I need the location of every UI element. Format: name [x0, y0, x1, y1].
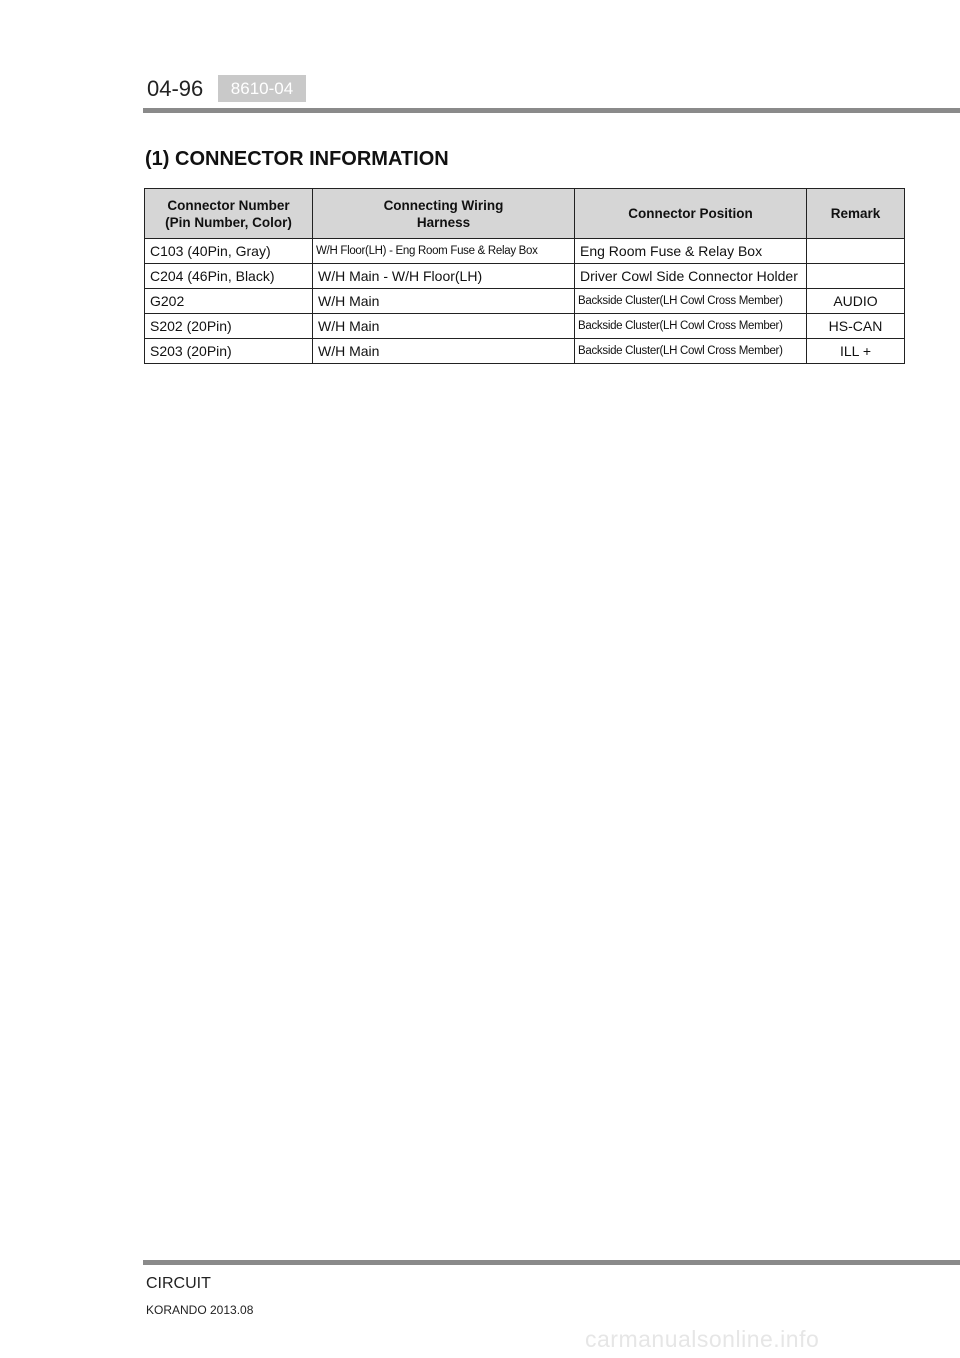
- header-wiring-harness-line1: Connecting Wiring: [383, 197, 504, 213]
- table-row: [145, 289, 905, 314]
- cell-remark: HS-CAN: [807, 314, 905, 339]
- cell-harness: W/H Floor(LH) - Eng Room Fuse & Relay Box: [313, 239, 575, 264]
- cell-connector: G202: [145, 289, 313, 314]
- cell-connector: C204 (46Pin, Black): [145, 264, 313, 289]
- section-heading: (1) CONNECTOR INFORMATION: [145, 148, 449, 170]
- bottom-divider: [143, 1260, 960, 1265]
- table-header-row: [145, 189, 905, 239]
- cell-position: Eng Room Fuse & Relay Box: [575, 239, 807, 264]
- table-row: [145, 339, 905, 364]
- header-wiring-harness: [313, 189, 575, 239]
- cell-connector: S203 (20Pin): [145, 339, 313, 364]
- table-row: [145, 314, 905, 339]
- cell-position: Backside Cluster(LH Cowl Cross Member): [575, 289, 807, 314]
- top-divider: [143, 108, 960, 113]
- cell-remark: [807, 239, 905, 264]
- table-row: [145, 264, 905, 289]
- footer-model-date: KORANDO 2013.08: [146, 1303, 254, 1317]
- cell-position: Backside Cluster(LH Cowl Cross Member): [575, 314, 807, 339]
- cell-position: Backside Cluster(LH Cowl Cross Member): [575, 339, 807, 364]
- cell-harness: W/H Main: [313, 289, 575, 314]
- table-row: [145, 239, 905, 264]
- cell-position: Driver Cowl Side Connector Holder: [575, 264, 807, 289]
- header-connector-position: Connector Position: [575, 189, 807, 239]
- header-wiring-harness-line2: Harness: [416, 214, 471, 230]
- page-number: 04-96: [147, 76, 204, 101]
- connector-table: [144, 188, 905, 364]
- cell-remark: [807, 264, 905, 289]
- footer-section-label: CIRCUIT: [146, 1275, 211, 1292]
- header-connector-number-line1: Connector Number: [167, 197, 290, 213]
- cell-connector: S202 (20Pin): [145, 314, 313, 339]
- cell-remark: AUDIO: [807, 289, 905, 314]
- cell-harness: W/H Main: [313, 314, 575, 339]
- cell-harness: W/H Main - W/H Floor(LH): [313, 264, 575, 289]
- cell-remark: ILL +: [807, 339, 905, 364]
- header-connector-number-line2: (Pin Number, Color): [165, 214, 292, 230]
- cell-harness: W/H Main: [313, 339, 575, 364]
- watermark: carmanualsonline.info: [585, 1326, 820, 1352]
- header-connector-number: [145, 189, 313, 239]
- header-remark: Remark: [807, 189, 905, 239]
- cell-connector: C103 (40Pin, Gray): [145, 239, 313, 264]
- section-code-badge: 8610-04: [218, 75, 306, 102]
